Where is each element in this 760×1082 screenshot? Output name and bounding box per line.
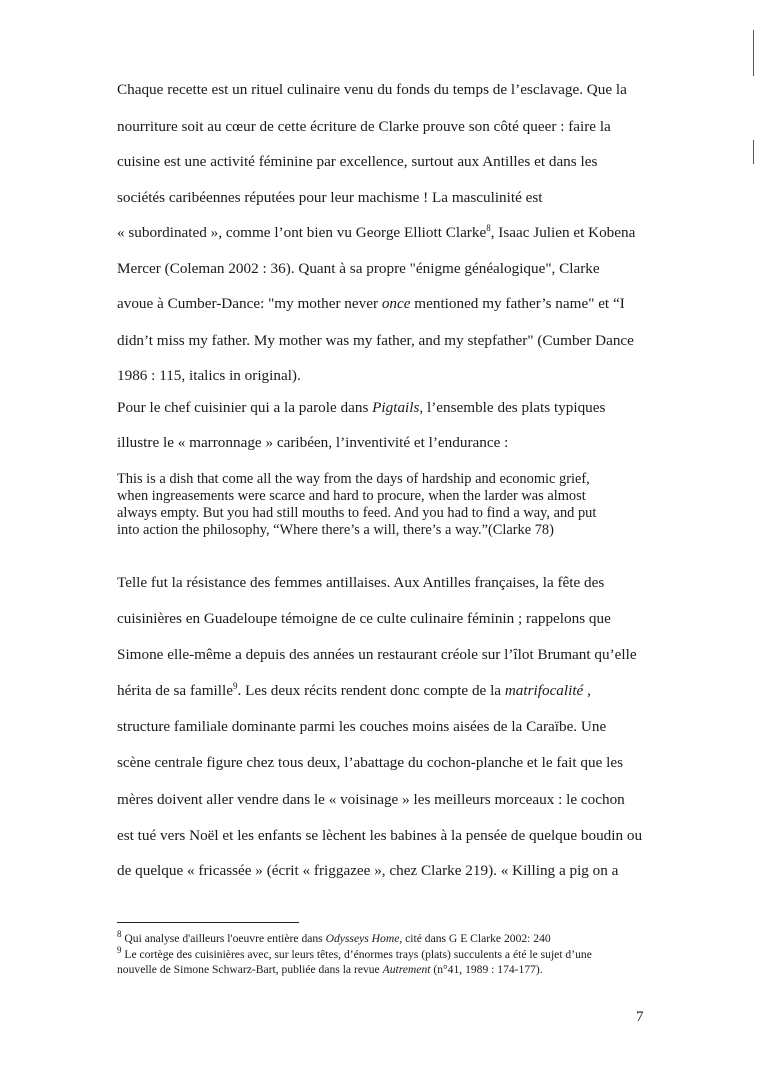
text-run: nouvelle de Simone Schwarz-Bart, publiée dans la revue	[117, 963, 383, 976]
text-line: 1986 : 115, italics in original).	[117, 367, 301, 384]
text-line: sociétés caribéennes réputées pour leur machisme ! La masculinité est	[117, 189, 543, 206]
quote-line: This is a dish that come all the way from the days of hardship and economic grief,	[117, 471, 590, 487]
text-run: ,	[583, 682, 591, 699]
text-line: Telle fut la résistance des femmes antillaises. Aux Antilles françaises, la fête des	[117, 574, 605, 591]
emphasis: once	[381, 295, 411, 312]
text-line: scène centrale figure chez tous deux, l’abattage du cochon-planche et le fait que les	[117, 754, 624, 771]
footnote	[117, 945, 677, 962]
book-title: Pigtails	[372, 399, 420, 416]
text-run: Qui analyse d'ailleurs l'oeuvre entière dans	[121, 932, 326, 945]
footnote-number: 8	[117, 929, 122, 940]
text-line: illustre le « marronnage » caribéen, l’inventivité et l’endurance :	[117, 434, 509, 451]
text-line: est tué vers Noël et les enfants se lèchent les babines à la pensée de quelque boudin ou	[117, 827, 643, 844]
text-line: mères doivent aller vendre dans le « voisinage » les meilleurs morceaux : le cochon	[117, 791, 625, 808]
text-line	[117, 223, 657, 243]
text-line	[117, 398, 657, 418]
text-run: avoue à Cumber-Dance: "my mother never	[117, 295, 382, 312]
quote-line: into action the philosophy, “Where there’s a will, there’s a way.”(Clarke 78)	[117, 522, 554, 538]
book-title: Odysseys Home	[325, 932, 400, 945]
text-line	[117, 681, 657, 701]
quote-line: always empty. But you had still mouths to feed. And you had to find a way, and put	[117, 505, 597, 521]
text-line: Simone elle-même a depuis des années un restaurant créole sur l’îlot Brumant qu’elle	[117, 646, 637, 663]
text-line: didn’t miss my father. My mother was my father, and my stepfather" (Cumber Dance	[117, 332, 634, 349]
scan-edge-mark	[753, 30, 754, 76]
footnote-continuation	[117, 963, 677, 977]
footnote-reference: 9	[232, 680, 238, 691]
text-run: Pour le chef cuisinier qui a la parole dans	[117, 399, 373, 416]
text-run: , l’ensemble des plats typiques	[419, 399, 606, 416]
text-run: hérita de sa famille	[117, 682, 233, 699]
text-run: , cité dans G E Clarke 2002: 240	[399, 932, 551, 945]
scan-edge-mark	[753, 140, 754, 164]
footnote-separator	[117, 922, 299, 923]
text-line: Chaque recette est un rituel culinaire venu du fonds du temps de l’esclavage. Que la	[117, 81, 627, 98]
journal-title: Autrement	[382, 963, 431, 976]
quote-line: when ingreasements were scarce and hard to procure, when the larder was almost	[117, 488, 586, 504]
text-line: cuisine est une activité féminine par excellence, surtout aux Antilles et dans les	[117, 153, 598, 170]
text-run: (n°41, 1989 : 174-177).	[430, 963, 543, 976]
text-run: mentioned my father’s name" et “I	[410, 295, 625, 312]
emphasis: matrifocalité	[504, 682, 584, 699]
footnote-reference: 8	[486, 222, 491, 233]
footnote	[117, 929, 677, 946]
footnote-number: 9	[117, 945, 122, 956]
text-line: cuisinières en Guadeloupe témoigne de ce culte culinaire féminin ; rappelons que	[117, 610, 611, 627]
text-run: . Les deux récits rendent donc compte de la	[237, 682, 505, 699]
text-run: , Isaac Julien et Kobena	[490, 224, 636, 241]
text-line: nourriture soit au cœur de cette écriture de Clarke prouve son côté queer : faire la	[117, 118, 611, 135]
text-line: de quelque « fricassée » (écrit « friggazee », chez Clarke 219). « Killing a pig on a	[117, 862, 619, 879]
text-line: Mercer (Coleman 2002 : 36). Quant à sa propre "énigme généalogique", Clarke	[117, 260, 600, 277]
text-run: Le cortège des cuisinières avec, sur leurs têtes, d’énormes trays (plats) succulents a été le sujet d’une	[121, 948, 592, 961]
text-line	[117, 294, 657, 314]
page-number: 7	[636, 1009, 644, 1025]
text-run: « subordinated », comme l’ont bien vu George Elliott Clarke	[117, 224, 487, 241]
text-line: structure familiale dominante parmi les couches moins aisées de la Caraïbe. Une	[117, 718, 607, 735]
